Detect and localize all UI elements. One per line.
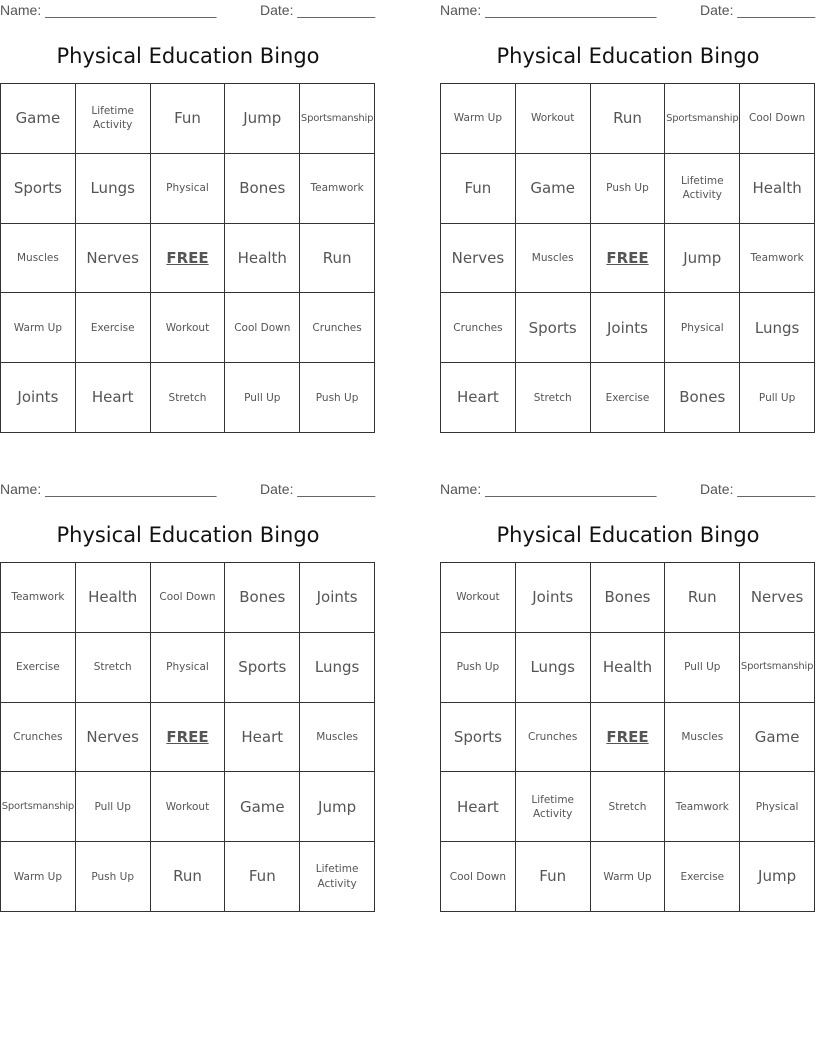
bingo-cell [76,563,151,633]
bingo-cell-text: Warm Up [453,112,502,125]
bingo-cell-text: Jump [318,797,357,816]
bingo-cell [665,154,740,224]
date-label: Date: __________ [260,2,376,18]
bingo-cell [76,84,151,154]
bingo-cell [740,842,815,912]
bingo-cell-text: Crunches [453,321,503,334]
bingo-cell [441,363,516,433]
bingo-cell [516,293,591,363]
bingo-cell-text: Sports [13,179,62,198]
bingo-cell-text: Teamwork [675,800,729,813]
bingo-cell [441,772,516,842]
bingo-cell-text: Game [530,179,576,198]
bingo-cell [591,842,666,912]
bingo-cell-text: FREE [606,727,649,746]
bingo-cell-text: Teamwork [310,182,364,195]
bingo-cell [151,293,226,363]
bingo-cell-text: Stretch [608,800,647,813]
bingo-cell-text: Sportsmanship [666,112,739,124]
bingo-card-3 [0,479,376,919]
bingo-cell [76,842,151,912]
bingo-cell-text: Health [602,658,653,677]
bingo-cell-text: Fun [464,179,492,198]
bingo-cell [76,703,151,773]
bingo-cell [225,224,300,294]
bingo-cell-text: Joints [607,318,648,337]
bingo-cell [225,84,300,154]
bingo-cell-text: Nerves [451,248,505,267]
bingo-cell-text: Bones [239,588,286,607]
bingo-cell-text: Nerves [86,248,139,267]
bingo-cell [516,154,591,224]
card-title: Physical Education Bingo [496,44,760,68]
bingo-cell [300,293,375,363]
bingo-cell [151,772,226,842]
bingo-cell-text: Bones [604,588,651,607]
bingo-cell [225,772,300,842]
bingo-cell [740,224,815,294]
bingo-cell [1,154,76,224]
bingo-cell [300,703,375,773]
bingo-cell-text: Lungs [90,179,135,198]
bingo-cell [1,293,76,363]
bingo-cell [1,703,76,773]
bingo-cell [441,703,516,773]
bingo-cell [665,772,740,842]
bingo-cell-text: Health [752,179,802,198]
bingo-cell [591,363,666,433]
bingo-cell-text: Teamwork [11,591,65,604]
bingo-cell-text: Lifetime Activity [680,175,724,202]
bingo-cell [591,84,666,154]
name-label: Name: ______________________ [0,481,217,497]
bingo-cell [441,293,516,363]
free-space-cell [591,224,666,294]
bingo-cell [591,633,666,703]
bingo-cell-text: Push Up [606,182,649,195]
free-space-cell [151,224,226,294]
bingo-cell [591,772,666,842]
bingo-cell-text: Sports [453,727,502,746]
bingo-cell [740,84,815,154]
bingo-cell [740,772,815,842]
bingo-cell [740,563,815,633]
bingo-cell [740,154,815,224]
bingo-card-4 [440,479,816,919]
bingo-cell-text: Stretch [93,661,132,674]
bingo-card-2 [440,0,816,440]
bingo-cell-text: Muscles [681,730,724,743]
bingo-cell-text: Push Up [456,661,500,674]
bingo-cell-text: Heart [241,727,284,746]
bingo-cell [300,772,375,842]
bingo-cell-text: Run [687,588,717,607]
bingo-cell-text: Muscles [16,251,59,264]
bingo-card-1 [0,0,376,440]
bingo-cell [665,842,740,912]
bingo-cell [225,842,300,912]
bingo-cell [1,633,76,703]
bingo-cell-text: FREE [166,727,209,746]
bingo-cell [591,154,666,224]
bingo-cell-text: Workout [456,591,500,604]
bingo-cell [740,293,815,363]
bingo-cell-text: Game [754,727,800,746]
bingo-cell [740,703,815,773]
bingo-cell-text: Game [15,109,61,128]
bingo-cell [441,842,516,912]
bingo-cell [516,842,591,912]
bingo-cell-text: Warm Up [13,321,62,334]
bingo-cell [665,563,740,633]
bingo-cell [151,842,226,912]
bingo-cell-text: Jump [243,109,282,128]
bingo-cell-text: Fun [248,867,276,886]
bingo-cell-text: Sports [528,318,577,337]
bingo-cell-text: Bones [239,179,286,198]
bingo-cell-text: Warm Up [603,870,652,883]
date-label: Date: __________ [700,2,816,18]
bingo-cell [516,563,591,633]
bingo-cell-text: Fun [174,109,201,128]
bingo-cell [300,84,375,154]
bingo-cell [665,363,740,433]
bingo-cell-text: Exercise [680,870,725,883]
bingo-cell-text: Physical [680,321,724,334]
bingo-cell-text: Cool Down [449,870,506,883]
bingo-cell [1,563,76,633]
bingo-cell-text: Lifetime Activity [531,793,575,820]
name-date-row [440,2,816,20]
card-title: Physical Education Bingo [56,44,320,68]
bingo-cell-text: Lungs [314,658,360,677]
bingo-cell-text: Lifetime Activity [315,863,359,890]
name-date-row [0,481,376,499]
bingo-cell [151,154,226,224]
bingo-cell [76,224,151,294]
bingo-cell [591,563,666,633]
bingo-cell-text: Fun [539,867,567,886]
bingo-cell [740,633,815,703]
bingo-cell-text: Heart [457,797,499,816]
bingo-cell-text: Sports [238,658,287,677]
bingo-cell-text: Cool Down [159,591,216,604]
bingo-cell [300,363,375,433]
bingo-cell-text: Run [613,109,642,128]
bingo-cell [591,293,666,363]
bingo-cell-text: Push Up [91,870,134,883]
name-label: Name: ______________________ [440,2,657,18]
bingo-cell [516,703,591,773]
bingo-cell [225,293,300,363]
bingo-cell-text: Health [237,248,287,267]
bingo-cell-text: Exercise [90,321,135,334]
bingo-cell-text: FREE [166,248,209,267]
card-title: Physical Education Bingo [496,523,760,547]
bingo-cell-text: Pull Up [94,800,131,813]
bingo-cell-text: Push Up [315,391,359,404]
bingo-cell-text: Lungs [754,318,800,337]
bingo-cell [76,772,151,842]
bingo-cell-text: Crunches [528,730,578,743]
bingo-cell-text: Workout [530,112,575,125]
bingo-cell-text: Physical [755,800,799,813]
bingo-cell [516,363,591,433]
bingo-cell [76,293,151,363]
bingo-cell [516,633,591,703]
bingo-cell [665,293,740,363]
bingo-cell [441,224,516,294]
bingo-grid [0,83,375,433]
bingo-cell-text: Warm Up [13,870,62,883]
bingo-cell [76,154,151,224]
bingo-cell-text: Pull Up [244,391,281,404]
bingo-cell-text: Run [173,867,202,886]
bingo-cell [225,633,300,703]
bingo-cell-text: Health [88,588,138,607]
bingo-cell [665,224,740,294]
bingo-cell [225,154,300,224]
bingo-cell [441,84,516,154]
bingo-cell-text: Workout [165,321,210,334]
bingo-cell [1,84,76,154]
bingo-grid [440,83,815,433]
bingo-cell-text: Exercise [16,661,60,674]
bingo-cell [76,633,151,703]
bingo-cell-text: Cool Down [749,112,806,125]
bingo-cell-text: Physical [166,661,209,674]
card-title: Physical Education Bingo [56,523,320,547]
bingo-cell-text: Game [239,797,285,816]
bingo-cell-text: Bones [679,388,726,407]
bingo-cell [516,84,591,154]
bingo-cell [516,224,591,294]
bingo-cell-text: Teamwork [750,251,804,264]
bingo-cell [1,224,76,294]
bingo-cell [76,363,151,433]
date-label: Date: __________ [260,481,376,497]
bingo-cell-text: Cool Down [234,321,291,334]
bingo-cell [665,84,740,154]
bingo-cell-text: Sportsmanship [1,801,75,813]
bingo-cell-text: FREE [606,248,649,267]
date-label: Date: __________ [700,481,816,497]
bingo-cell [300,842,375,912]
bingo-cell-text: Stretch [533,391,572,404]
bingo-cell-text: Workout [165,800,210,813]
bingo-cell-text: Heart [91,388,134,407]
bingo-cell-text: Joints [316,588,358,607]
bingo-cell-text: Crunches [312,321,362,334]
bingo-cell-text: Lifetime Activity [91,105,135,132]
bingo-cell-text: Pull Up [684,661,721,674]
bingo-cell [151,633,226,703]
bingo-cell-text: Heart [457,388,499,407]
bingo-cell [225,363,300,433]
bingo-cell-text: Nerves [86,727,139,746]
free-space-cell [151,703,226,773]
name-date-row [440,481,816,499]
bingo-cell-text: Jump [683,248,722,267]
bingo-cell-text: Joints [17,388,59,407]
bingo-cell [300,633,375,703]
bingo-cell-text: Pull Up [758,391,796,404]
bingo-cell-text: Muscles [531,251,574,264]
bingo-cell [300,563,375,633]
bingo-cell-text: Sportsmanship [740,661,814,673]
bingo-grid [440,562,815,912]
bingo-cell-text: Sportsmanship [300,112,374,124]
bingo-cell [441,633,516,703]
bingo-cell-text: Joints [532,588,574,607]
bingo-cell [225,563,300,633]
bingo-cell-text: Exercise [605,391,650,404]
bingo-cell [1,772,76,842]
bingo-cell [151,84,226,154]
bingo-cell [516,772,591,842]
bingo-cell-text: Crunches [13,730,63,743]
name-label: Name: ______________________ [0,2,217,18]
free-space-cell [591,703,666,773]
bingo-cell [225,703,300,773]
bingo-cell-text: Physical [166,182,209,195]
bingo-cell [740,363,815,433]
bingo-cell [665,633,740,703]
bingo-cell [151,363,226,433]
bingo-cell [441,563,516,633]
bingo-grid [0,562,375,912]
bingo-cell-text: Jump [758,867,797,886]
name-label: Name: ______________________ [440,481,657,497]
bingo-cell [151,563,226,633]
name-date-row [0,2,376,20]
bingo-cell [441,154,516,224]
bingo-cell-text: Stretch [168,391,207,404]
bingo-cell-text: Muscles [316,730,358,743]
bingo-cell-text: Nerves [750,588,804,607]
bingo-cell [1,363,76,433]
bingo-cell-text: Lungs [530,658,575,677]
bingo-cell [1,842,76,912]
bingo-cell [665,703,740,773]
bingo-cell-text: Run [322,248,352,267]
bingo-cell [300,154,375,224]
bingo-cell [300,224,375,294]
